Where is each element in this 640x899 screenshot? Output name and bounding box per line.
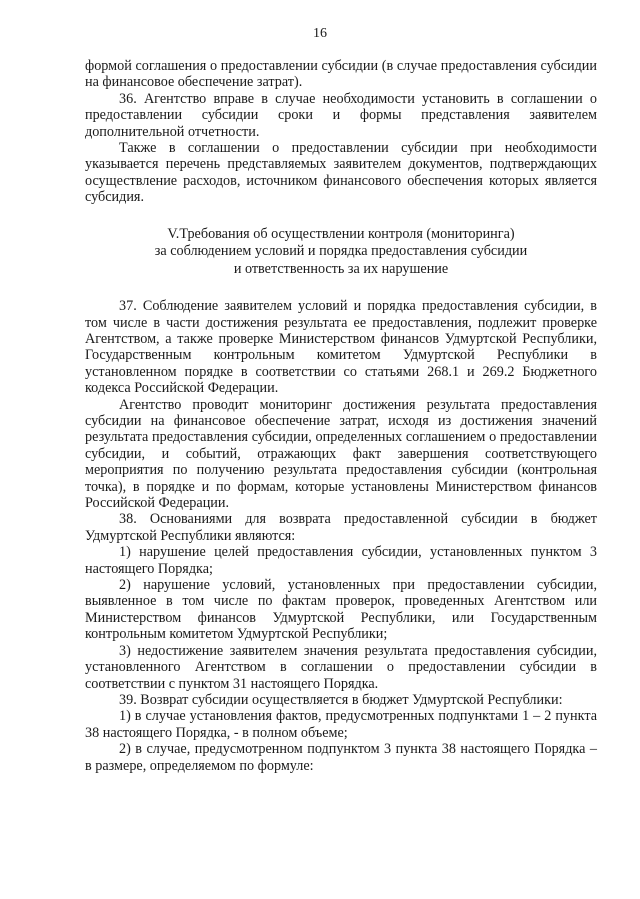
paragraph: 37. Соблюдение заявителем условий и порядка предоставления субсидии, в том числе в части достижения результата ее предоставления, подлежит проверке Агентством, а также проверке Министерством финансов Удмуртской Республики, Государственным контрольным комитетом Удмуртской Республики в установленном порядке в соответствии со статьями 268.1 и 269.2 Бюджетного кодекса Российской Федерации.: [85, 298, 597, 397]
paragraph: 38. Основаниями для возврата предоставленной субсидии в бюджет Удмуртской Республики являются:: [85, 511, 597, 544]
list-item: 2) нарушение условий, установленных при предоставлении субсидии, выявленное в том числе по фактам проверок, проведенных Агентством или Министерством финансов Удмуртской Республики, или Государственным контрольным комитетом Удмуртской Республики;: [85, 577, 597, 643]
paragraph: 36. Агентство вправе в случае необходимости установить в соглашении о предоставлении субсидии сроки и формы представления заявителем дополнительной отчетности.: [85, 90, 597, 140]
list-item: 1) в случае установления фактов, предусмотренных подпунктами 1 – 2 пункта 38 настоящего Порядка, - в полном объеме;: [85, 708, 597, 741]
section-heading-line: и ответственность за их нарушение: [233, 260, 449, 277]
document-body: [85, 58, 597, 774]
paragraph: Агентство проводит мониторинг достижения результата предоставления субсидии на финансовое обеспечение затрат, исходя из достижения значений результата предоставления субсидии, определенных соглашением о предоставлении субсидии, и событий, отражающих факт завершения соответствующего мероприятия по получению результата предоставления субсидии (контрольная точка), в порядке и по формам, которые установлены Министерством финансов Российской Федерации.: [85, 396, 597, 512]
paragraph: 39. Возврат субсидии осуществляется в бюджет Удмуртской Республики:: [119, 691, 563, 708]
section-heading-line: за соблюдением условий и порядка предоставления субсидии: [154, 243, 528, 260]
section-heading-line: V.Требования об осуществлении контроля (мониторинга): [167, 225, 515, 242]
paragraph: формой соглашения о предоставлении субсидии (в случае предоставления субсидии на финансовое обеспечение затрат).: [85, 58, 597, 91]
list-item: 3) недостижение заявителем значения результата предоставления субсидии, установленного Агентством в соглашении о предоставлении субсидии в соответствии с пунктом 31 настоящего Порядка.: [85, 642, 597, 692]
paragraph: Также в соглашении о предоставлении субсидии при необходимости указывается перечень представляемых заявителем документов, подтверждающих осуществление расходов, источником финансового обеспечения которых является субсидия.: [85, 140, 597, 206]
page-number: 16: [313, 26, 327, 41]
section-heading: [85, 226, 597, 279]
list-item: 2) в случае, предусмотренном подпунктом 3 пункта 38 настоящего Порядка – в размере, определяемом по формуле:: [85, 741, 597, 774]
list-item: 1) нарушение целей предоставления субсидии, установленных пунктом 3 настоящего Порядка;: [85, 544, 597, 577]
